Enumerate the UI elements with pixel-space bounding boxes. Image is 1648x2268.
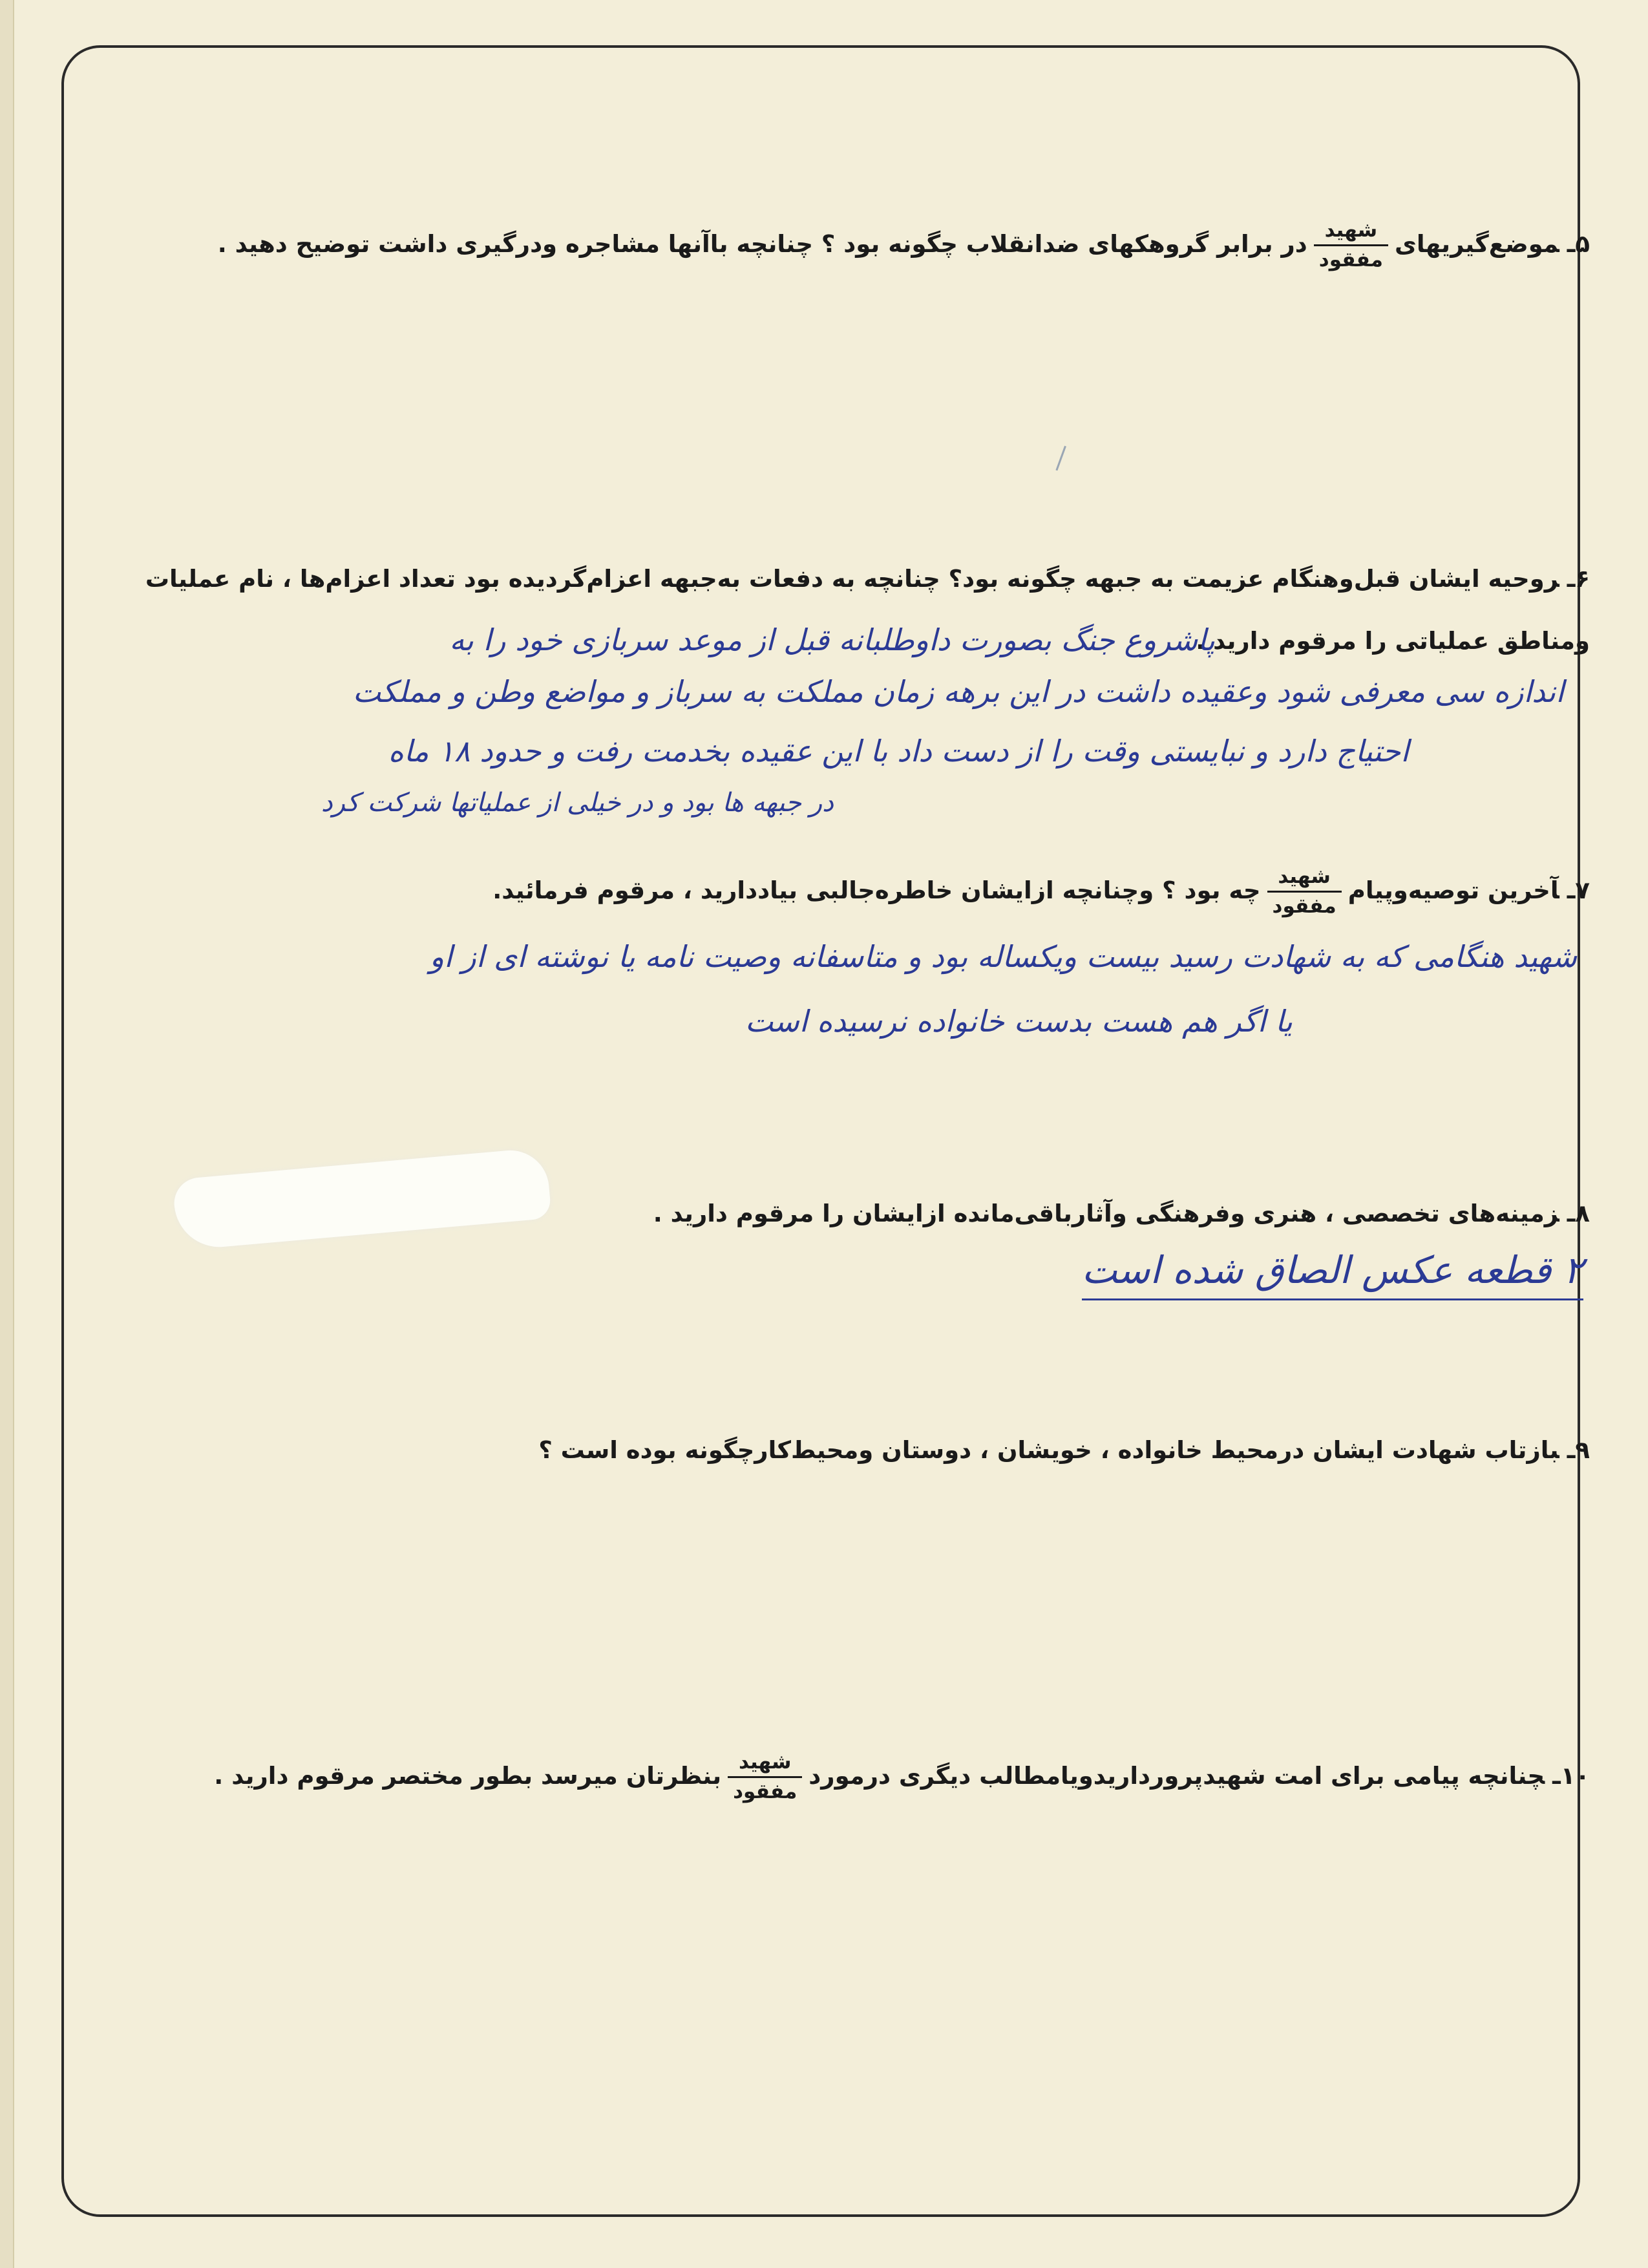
question-text-before: چنانچه پیامی برای امت شهیدپرورداریدویامطالب دیگری درمورد [808,1762,1545,1790]
question-text-after: بنظرتان میرسد بطور مختصر مرقوم دارید . [214,1762,722,1790]
binder-edge [0,0,14,2268]
question-text-after: چه بود ؟ وچنانچه ازایشان خاطره‌جالبی بیاددارید ، مرقوم فرمائید. [492,876,1261,904]
question-number: ۹ـ [1567,1436,1590,1464]
handwritten-line: ۲ قطعه عکس الصاق شده است [1082,1244,1583,1300]
handwritten-line: یا اگر هم هست بدست خانواده نرسیده است [745,1004,1293,1039]
martyr-missing-fraction [728,1748,802,1806]
fraction-bottom: مفقود [1318,248,1383,271]
handwritten-line: احتیاج دارد و نبایستی وقت را از دست داد با این عقیده بخدمت رفت و حدود ۱۸ ماه [388,734,1409,768]
question-9 [103,1419,1590,1481]
handwritten-line: در جبهه ها بود و در خیلی از عملیاتها شرکت کرد [321,788,834,818]
fraction-bottom: مفقود [1272,895,1336,918]
question-number: ۶ـ [1567,565,1590,593]
question-5 [103,213,1590,275]
question-number: ۸ـ [1567,1200,1590,1227]
martyr-missing-fraction [1267,863,1342,920]
handwritten-line: اندازه سی معرفی شود وعقیده داشت در این برهه زمان مملکت به سرباز و مواضع وطن و مملکت [352,674,1564,709]
handwritten-answer-8 [808,1244,1583,1300]
fraction-bottom: مفقود [733,1780,798,1803]
question-number: ۷ـ [1567,876,1590,904]
question-text: زمینه‌های تخصصی ، هنری وفرهنگی وآثارباقی‌مانده ازایشان را مرقوم دارید . [653,1200,1559,1227]
question-text-before: آخرین توصیه‌وپیام [1347,876,1559,904]
question-text: روحیه ایشان قبل‌وهنگام عزیمت به جبهه چگونه بود؟ چنانچه به دفعات به‌جبهه اعزام‌گردیده بود تعداد اعزام‌ها ، نام عملیات ومناطق عملیاتی را مرقوم دارید . [145,565,1590,655]
martyr-missing-fraction [1314,217,1388,274]
question-10 [103,1745,1590,1807]
question-text: بازتاب شهادت ایشان درمحیط خانواده ، خویشان ، دوستان ومحیط‌کارچگونه بوده است ؟ [538,1436,1559,1464]
fraction-top: شهید [728,1748,802,1778]
page-frame [61,45,1580,2217]
handwritten-line: شهید هنگامی که به شهادت رسید بیست ویکساله بود و متاسفانه وصیت نامه یا نوشته ای از او [429,939,1577,974]
fraction-top: شهید [1267,863,1342,893]
question-number: ۵ـ [1567,230,1590,258]
question-text-before: موضع‌گیریهای [1394,230,1559,258]
fraction-top: شهید [1314,217,1388,246]
question-number: ۱۰ـ [1552,1762,1590,1790]
handwritten-line: پاشروع جنگ بصورت داوطلبانه قبل از موعد سربازی خود را به [449,622,1215,657]
handwritten-answer-6 [58,614,1577,829]
handwritten-answer-7 [58,931,1577,1047]
question-text-after: در برابر گروهکهای ضدانقلاب چگونه بود ؟ چنانچه باآنها مشاجره ودرگیری داشت توضیح دهید . [217,230,1307,258]
question-7 [103,860,1590,922]
